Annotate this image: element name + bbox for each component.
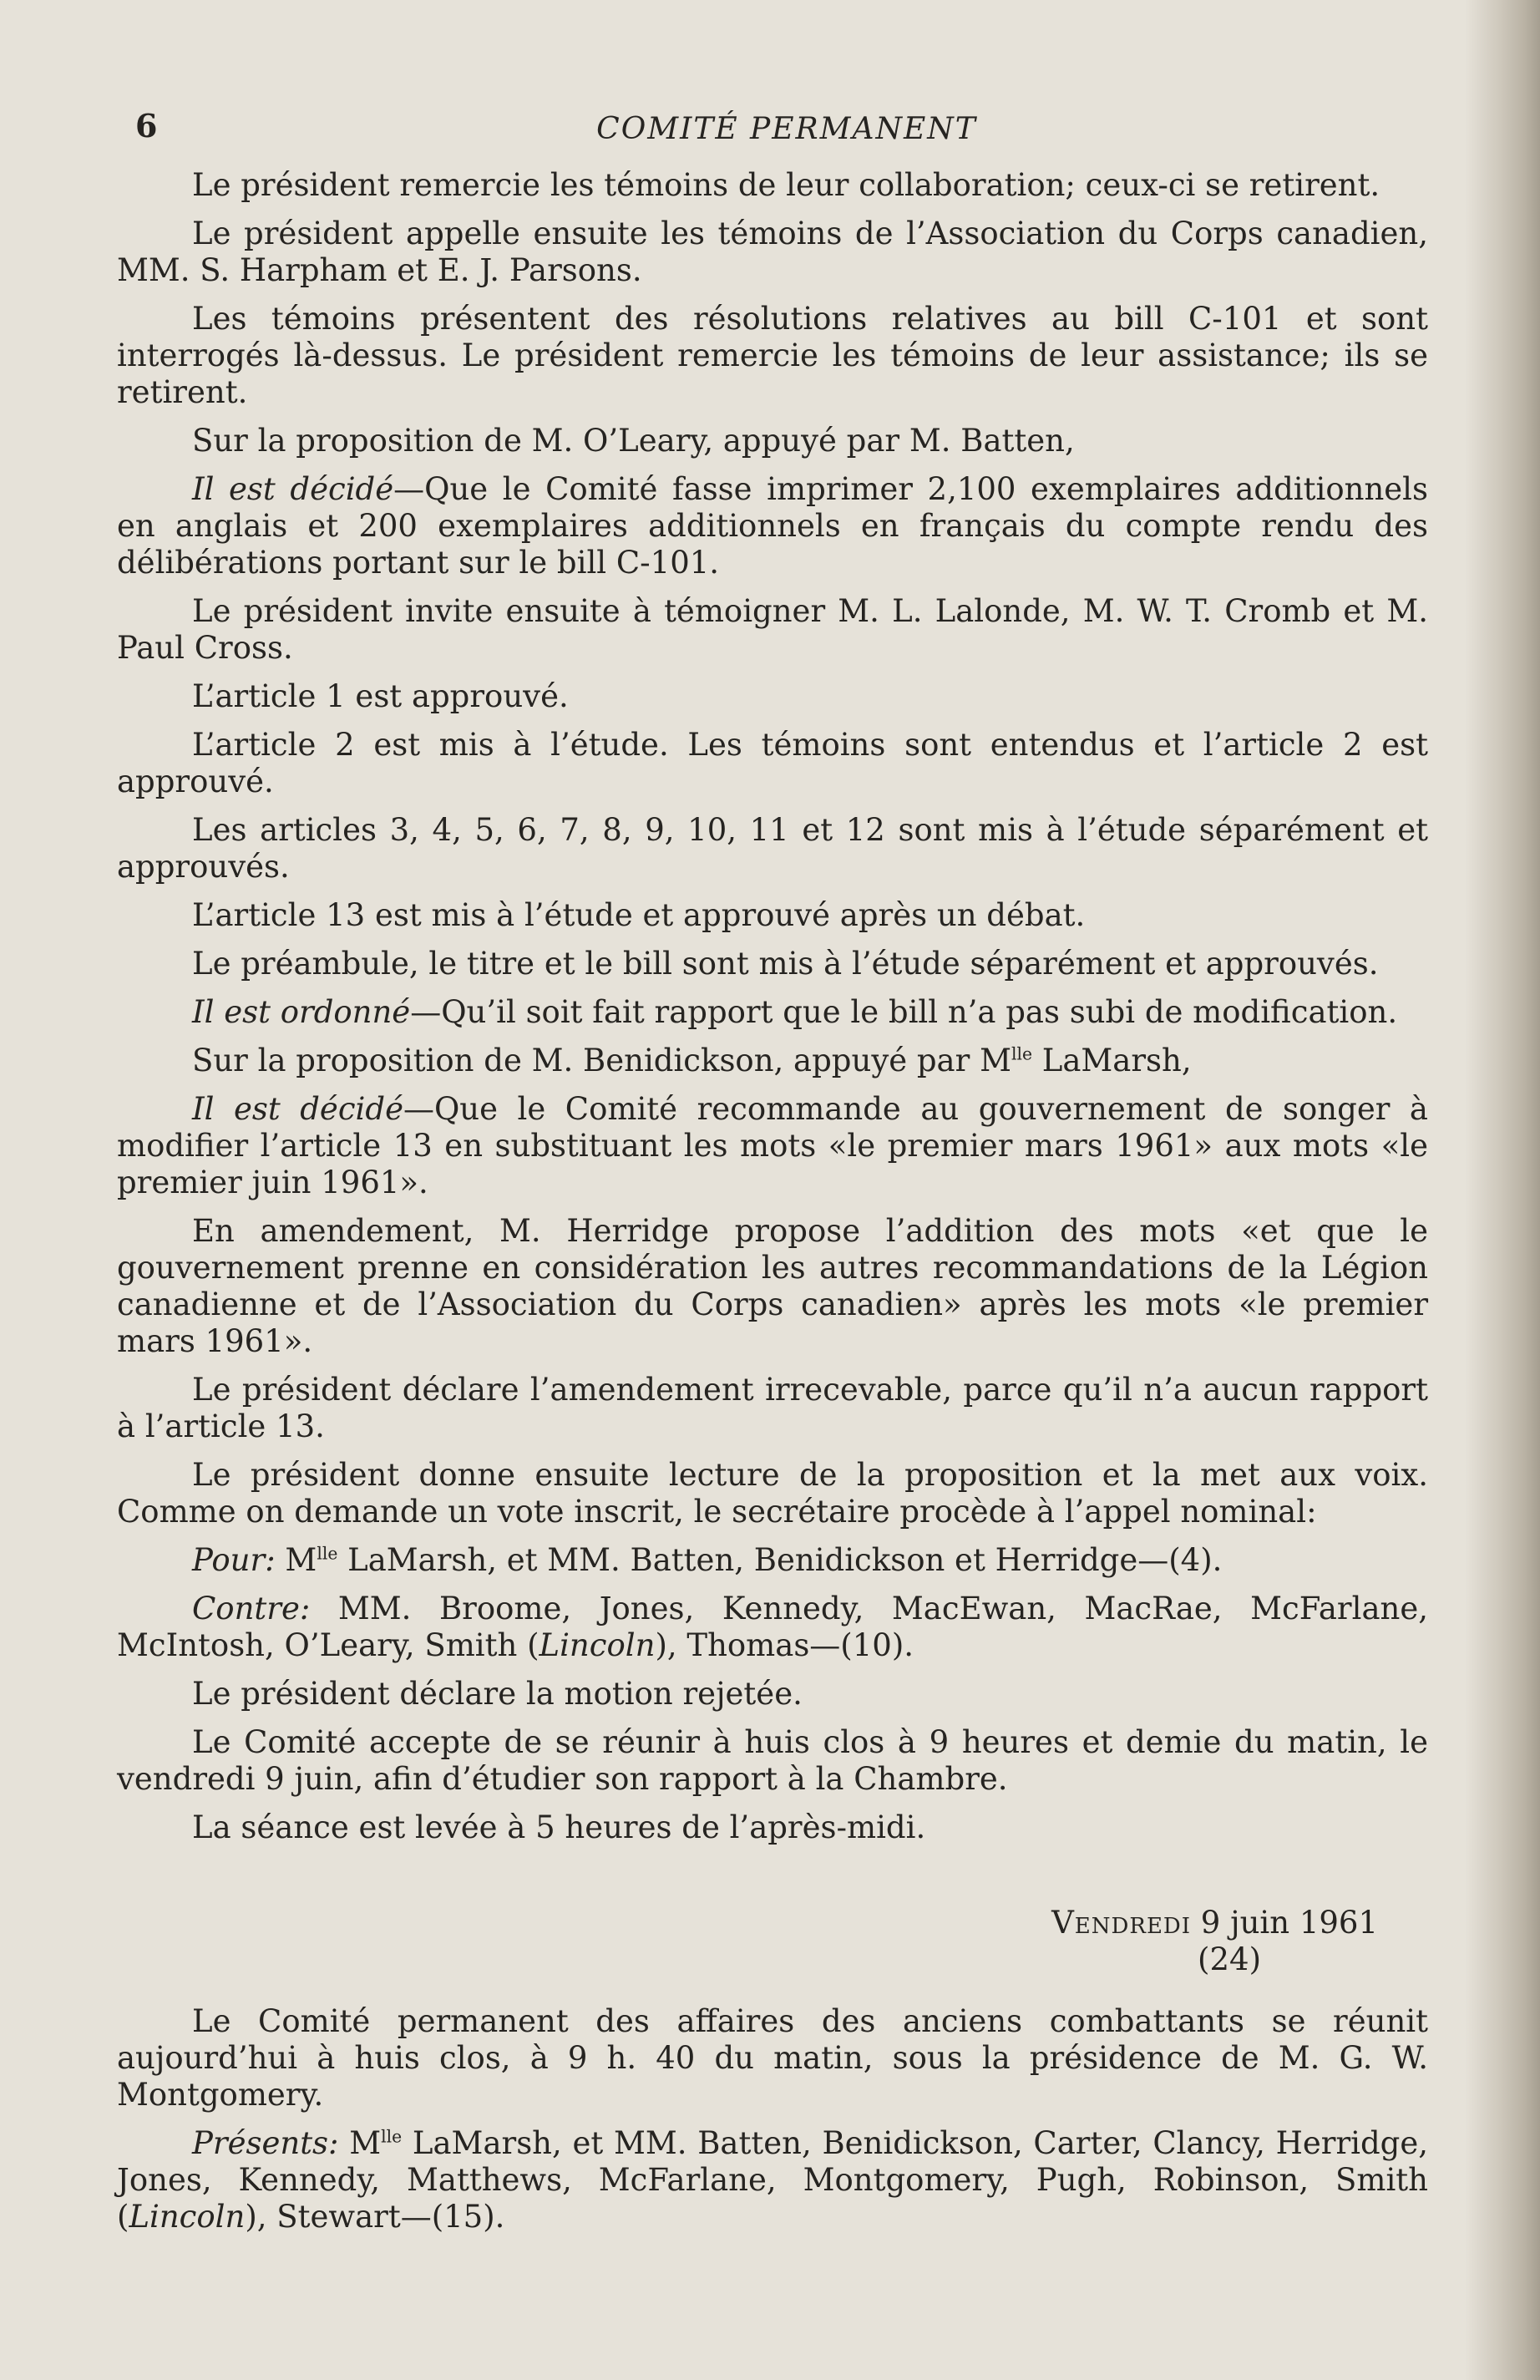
resolution-label: Il est décidé	[192, 471, 394, 507]
order-text: —Qu’il soit fait rapport que le bill n’a pas subi de modification.	[410, 994, 1398, 1030]
paragraph: La séance est levée à 5 heures de l’après-midi.	[192, 1809, 926, 1845]
resolution-text: —Que le Comité fasse imprimer 2,100 exemplaires additionnels en anglais et 200 exemplaires additionnels en français du compte rendu des délibérations portant sur le bill C-101.	[117, 471, 1428, 581]
paragraph: Le président déclare l’amendement irrecevable, parce qu’il n’a aucun rapport à l’article 13.	[117, 1372, 1428, 1444]
resolution-paragraph	[117, 471, 1428, 581]
vote-text: M	[275, 1542, 317, 1578]
vote-against-paragraph	[117, 1591, 1428, 1664]
paragraph: Les témoins présentent des résolutions relatives au bill C-101 et sont interrogés là-dessus. Le président remercie les témoins de leur assistance; ils se retirent.	[117, 301, 1428, 410]
vote-for-names: LaMarsh, et MM. Batten, Benidickson et Herridge—(4).	[337, 1542, 1223, 1578]
attendance-text: M	[338, 2125, 382, 2161]
paragraph: Sur la proposition de M. O’Leary, appuyé par M. Batten,	[192, 423, 1075, 459]
attendance-paragraph	[117, 2125, 1428, 2235]
paragraph: Le Comité accepte de se réunir à huis clos à 9 heures et demie du matin, le vendredi 9 juin, afin d’étudier son rapport à la Chambre.	[117, 1724, 1428, 1797]
session-date-text: 9 juin 1961	[1191, 1905, 1378, 1941]
paragraph: Le président appelle ensuite les témoins de l’Association du Corps canadien, MM. S. Harpham et E. J. Parsons.	[117, 216, 1428, 288]
motion-text: Sur la proposition de M. Benidickson, appuyé par M	[192, 1043, 1011, 1078]
running-header	[135, 107, 1438, 157]
paragraph: L’article 13 est mis à l’étude et approuvé après un débat.	[192, 897, 1086, 933]
vote-for-label: Pour:	[192, 1542, 276, 1578]
attendance-names: LaMarsh, et MM. Batten, Benidickson, Carter, Clancy, Herridge, Jones, Kennedy, Matthews, McFarlane, Montgomery, Pugh, Robinson, Smith (	[117, 2125, 1428, 2235]
motion-paragraph	[117, 1043, 1428, 1079]
paragraph: Les articles 3, 4, 5, 6, 7, 8, 9, 10, 11 et 12 sont mis à l’étude séparément et approuvés.	[117, 812, 1428, 885]
attendance-label: Présents:	[192, 2125, 339, 2161]
paragraph: Le président invite ensuite à témoigner M. L. Lalonde, M. W. T. Cromb et M. Paul Cross.	[117, 593, 1428, 666]
session-number: (24)	[1198, 1941, 1261, 1977]
vote-against-names-end: ), Thomas—(10).	[655, 1627, 914, 1663]
session-day: Vendredi	[1051, 1905, 1192, 1941]
paragraph: En amendement, M. Herridge propose l’addition des mots «et que le gouvernement prenne en considération les autres recommandations de la Légion canadienne et de l’Association du Corps canadien» après les mots «le premier mars 1961».	[117, 1213, 1428, 1359]
attendance-names-end: ), Stewart—(15).	[245, 2199, 505, 2235]
riding-name: Lincoln	[539, 1627, 656, 1663]
vote-for-paragraph	[117, 1542, 1428, 1579]
riding-name: Lincoln	[129, 2199, 246, 2235]
motion-text-end: LaMarsh,	[1032, 1043, 1192, 1078]
page-number: 6	[135, 107, 158, 145]
session-date	[117, 1905, 1428, 1941]
paragraph: Le Comité permanent des affaires des anciens combattants se réunit aujourd’hui à huis clos, à 9 h. 40 du matin, sous la présidence de M. G. W. Montgomery.	[117, 2003, 1428, 2113]
paragraph: Le président déclare la motion rejetée.	[192, 1676, 803, 1712]
vote-against-label: Contre:	[192, 1591, 311, 1626]
resolution-paragraph	[117, 1091, 1428, 1201]
title-abbreviation: lle	[381, 2126, 403, 2147]
title-abbreviation: lle	[317, 1543, 338, 1564]
resolution-label: Il est décidé	[192, 1091, 403, 1127]
vote-against-names: MM. Broome, Jones, Kennedy, MacEwan, MacRae, McFarlane, McIntosh, O’Leary, Smith (	[117, 1591, 1428, 1663]
paragraph: Le président donne ensuite lecture de la proposition et la met aux voix. Comme on demande un vote inscrit, le secrétaire procède à l’appel nominal:	[117, 1457, 1428, 1530]
paragraph: L’article 1 est approuvé.	[192, 678, 569, 714]
title-abbreviation: lle	[1011, 1043, 1033, 1064]
paragraph: Le président remercie les témoins de leur collaboration; ceux-ci se retirent.	[192, 167, 1380, 203]
paragraph: L’article 2 est mis à l’étude. Les témoins sont entendus et l’article 2 est approuvé.	[117, 727, 1428, 799]
running-title: COMITÉ PERMANENT	[596, 112, 977, 146]
order-paragraph	[117, 994, 1428, 1031]
resolution-text: —Que le Comité recommande au gouvernement de songer à modifier l’article 13 en substituant les mots «le premier mars 1961» aux mots «le premier juin 1961».	[117, 1091, 1428, 1200]
page-edge-shadow	[1465, 0, 1540, 2380]
order-label: Il est ordonné	[192, 994, 411, 1030]
paragraph: Le préambule, le titre et le bill sont mis à l’étude séparément et approuvés.	[192, 946, 1379, 982]
document-body	[117, 167, 1428, 2247]
